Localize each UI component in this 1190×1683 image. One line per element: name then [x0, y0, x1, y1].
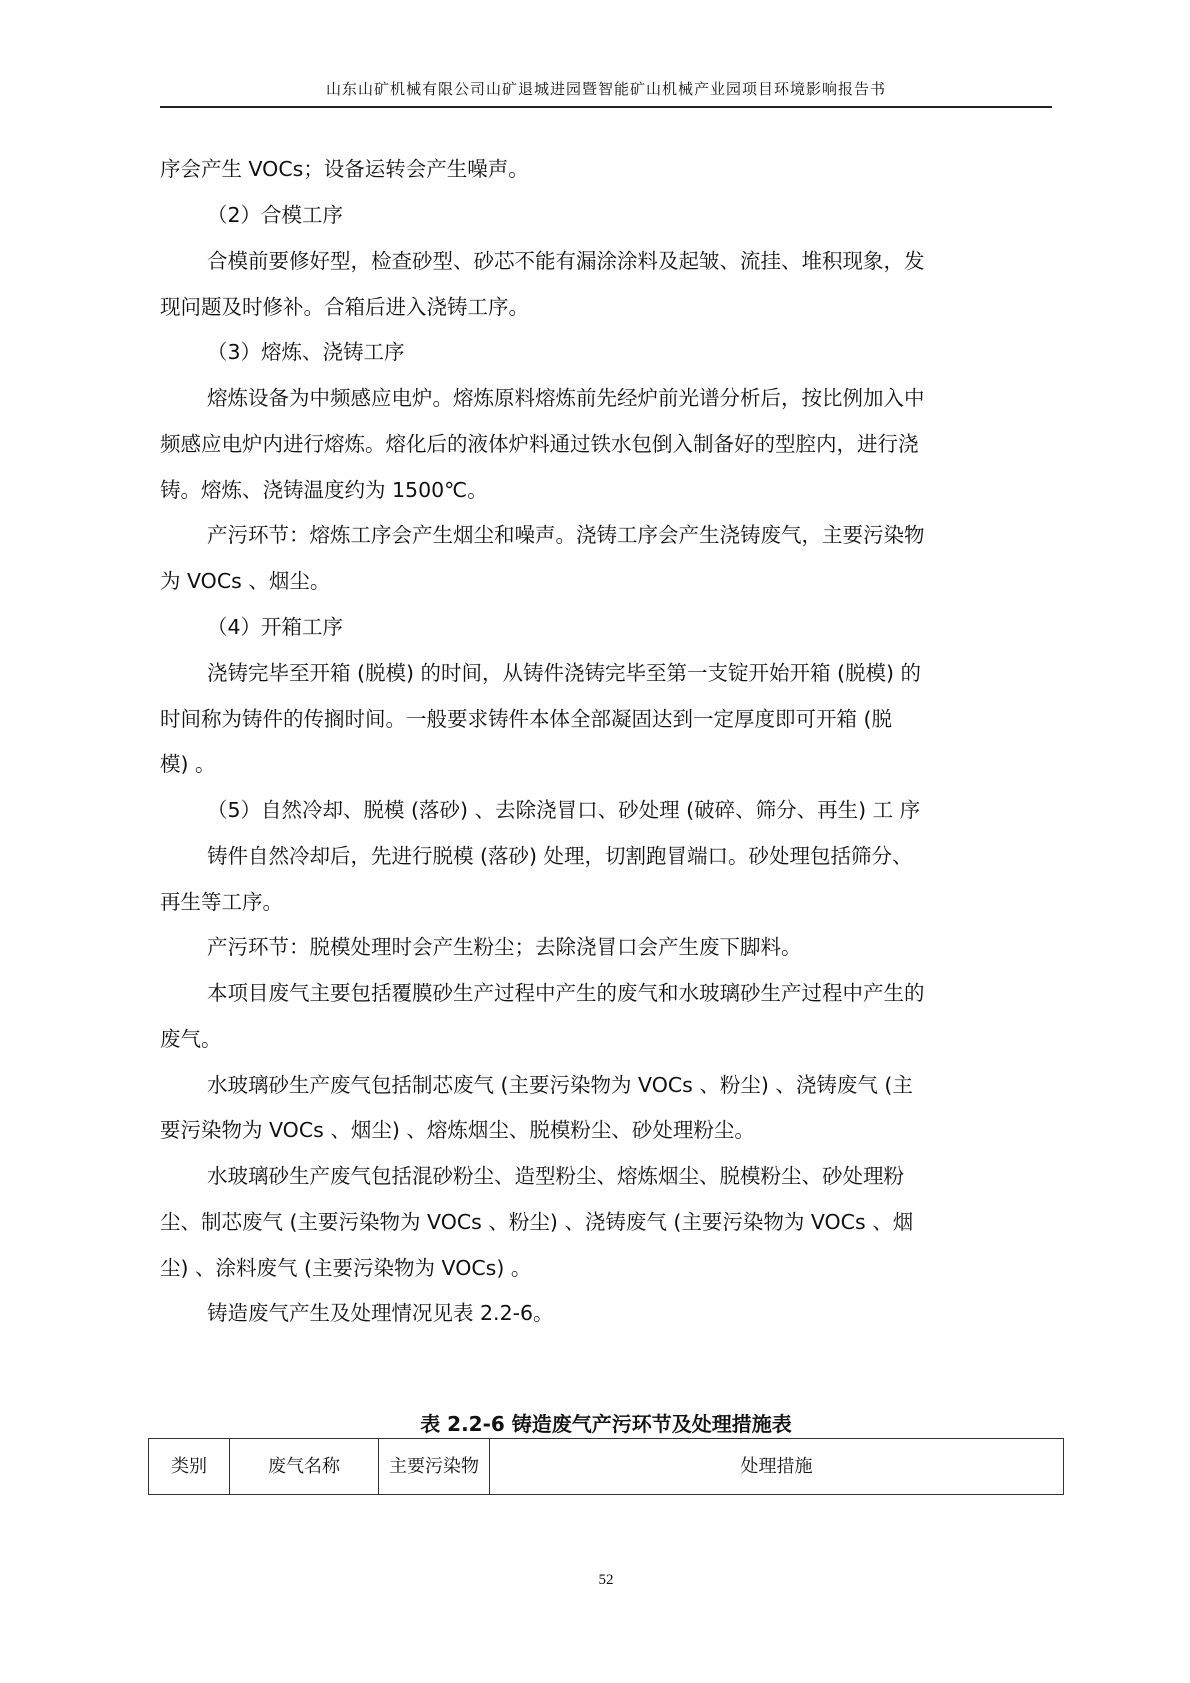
- table-header-cell: 类别: [149, 1439, 230, 1495]
- body-line: 浇铸完毕至开箱 (脱模) 的时间，从铸件浇铸完毕至第一支锭开始开箱 (脱模) 的: [207, 661, 922, 685]
- body-line: 水玻璃砂生产废气包括制芯废气 (主要污染物为 VOCs 、粉尘) 、浇铸废气 (主: [207, 1073, 913, 1097]
- body-line: 尘) 、涂料废气 (主要污染物为 VOCs) 。: [160, 1256, 532, 1280]
- body-line: 时间称为铸件的传搁时间。一般要求铸件本体全部凝固达到一定厚度即可开箱 (脱: [160, 707, 893, 731]
- table-caption: 表 2.2-6 铸造废气产污环节及处理措施表: [420, 1412, 792, 1436]
- body-line: 序会产生 VOCs；设备运转会产生噪声。: [160, 157, 529, 181]
- section-heading: （2）合模工序: [207, 203, 344, 227]
- body-line: 为 VOCs 、烟尘。: [160, 569, 331, 593]
- table-header-row: [149, 1439, 1064, 1495]
- body-line: 合模前要修好型，检查砂型、砂芯不能有漏涂涂料及起皱、流挂、堆积现象，发: [207, 249, 925, 273]
- body-line: 废气。: [160, 1027, 222, 1051]
- table-header-cell: 主要污染物: [379, 1439, 490, 1495]
- body-line: 本项目废气主要包括覆膜砂生产过程中产生的废气和水玻璃砂生产过程中产生的: [207, 981, 925, 1005]
- body-line: 再生等工序。: [160, 890, 283, 914]
- table-header-cell: 废气名称: [230, 1439, 379, 1495]
- page-number: 52: [598, 1572, 614, 1588]
- body-line: 现问题及时修补。合箱后进入浇铸工序。: [160, 295, 529, 319]
- body-line: 要污染物为 VOCs 、烟尘) 、熔炼烟尘、脱模粉尘、砂处理粉尘。: [160, 1118, 755, 1142]
- body-line: 产污环节：脱模处理时会产生粉尘；去除浇冒口会产生废下脚料。: [207, 935, 802, 959]
- body-line: 铸造废气产生及处理情况见表 2.2-6。: [207, 1301, 554, 1325]
- running-header: 山东山矿机械有限公司山矿退城进园暨智能矿山机械产业园项目环境影响报告书: [325, 80, 886, 98]
- body-line: 铸。熔炼、浇铸温度约为 1500℃。: [160, 478, 488, 502]
- header-divider: [160, 106, 1052, 108]
- body-line: 尘、制芯废气 (主要污染物为 VOCs 、粉尘) 、浇铸废气 (主要污染物为 VOCs 、烟: [160, 1210, 914, 1234]
- body-line: 频感应电炉内进行熔炼。熔化后的液体炉料通过铁水包倒入制备好的型腔内，进行浇: [160, 432, 919, 456]
- body-line: 产污环节：熔炼工序会产生烟尘和噪声。浇铸工序会产生浇铸废气，主要污染物: [207, 523, 925, 547]
- section-heading: （3）熔炼、浇铸工序: [207, 340, 405, 364]
- body-line: 水玻璃砂生产废气包括混砂粉尘、造型粉尘、熔炼烟尘、脱模粉尘、砂处理粉: [207, 1164, 904, 1188]
- body-line: 铸件自然冷却后，先进行脱模 (落砂) 处理，切割跑冒端口。砂处理包括筛分、: [207, 844, 913, 868]
- body-line: 模) 。: [160, 752, 216, 776]
- emissions-table: [148, 1438, 1064, 1495]
- section-heading: （5）自然冷却、脱模 (落砂) 、去除浇冒口、砂处理 (破碎、筛分、再生) 工 序: [207, 798, 921, 822]
- table-header-cell: 处理措施: [490, 1439, 1064, 1495]
- section-heading: （4）开箱工序: [207, 615, 344, 639]
- body-line: 熔炼设备为中频感应电炉。熔炼原料熔炼前先经炉前光谱分析后，按比例加入中: [207, 386, 925, 410]
